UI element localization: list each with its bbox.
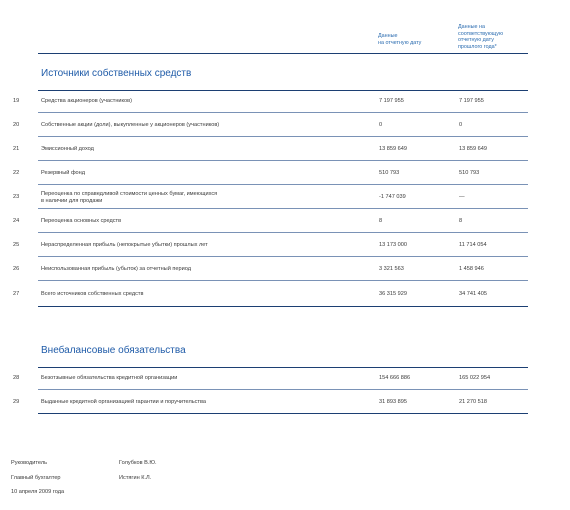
row-number: 23 [13,194,20,200]
row-number: 25 [13,242,20,248]
row-number: 19 [13,98,20,104]
row-number: 20 [13,122,20,128]
row-divider [38,306,528,307]
row-label: Безотзывные обязательства кредитной организации [41,375,178,381]
value-previous-year: 13 859 649 [459,146,487,152]
value-current: 31 893 895 [379,399,407,405]
row-label: Средства акционеров (участников) [41,98,132,104]
value-previous-year: 0 [459,122,463,128]
row-number: 29 [13,399,20,405]
value-previous-year: — [459,194,465,200]
column-header-previous-year: Данные на соответствующую отчетную дату прошлого года* [458,24,504,50]
signature-date: 10 апреля 2009 года [11,489,65,495]
section-rule [38,90,528,91]
value-current: 510 793 [379,170,400,176]
row-label: Всего источников собственных средств [41,291,144,297]
row-label: Нераспределенная прибыль (непокрытые убытки) прошлых лет [41,242,208,248]
row-divider [38,160,528,161]
value-previous-year: 8 [459,218,463,224]
value-previous-year: 11 714 054 [459,242,487,248]
section-title-equity-sources: Источники собственных средств [41,68,192,79]
row-label: Эмиссионный доход [41,146,94,152]
value-current: 7 197 955 [379,98,404,104]
row-label: Переоценка основных средств [41,218,122,224]
row-number: 27 [13,291,20,297]
value-current: 0 [379,122,383,128]
row-label: Неиспользованная прибыль (убыток) за отчетный период [41,266,192,272]
value-previous-year: 21 270 518 [459,399,487,405]
row-divider [38,413,528,414]
section-title-off-balance: Внебалансовые обязательства [41,345,186,356]
value-current: 154 666 886 [379,375,411,381]
row-number: 21 [13,146,20,152]
signature-name: Голубков В.Ю. [119,460,157,466]
value-previous-year: 34 741 405 [459,291,487,297]
row-divider [38,232,528,233]
row-divider [38,280,528,281]
row-divider [38,112,528,113]
row-divider [38,208,528,209]
value-current: 13 173 000 [379,242,407,248]
row-divider [38,184,528,185]
row-label: Выданные кредитной организацией гарантии и поручительства [41,399,207,405]
signature-role: Главный бухгалтер [11,475,61,481]
section-rule [38,367,528,368]
row-divider [38,136,528,137]
value-current: 8 [379,218,383,224]
row-number: 26 [13,266,20,272]
row-divider [38,389,528,390]
column-header-current: Данные на отчетную дату [378,33,422,46]
row-label: Переоценка по справедливой стоимости ценных бумаг, имеющихся в наличии для продажи [41,191,218,204]
value-current: 13 859 649 [379,146,407,152]
value-current: 36 315 929 [379,291,407,297]
signature-role: Руководитель [11,460,48,466]
row-divider [38,256,528,257]
value-previous-year: 1 458 946 [459,266,484,272]
signature-name: Истягин К.Л. [119,475,152,481]
header-rule [38,53,528,54]
value-previous-year: 510 793 [459,170,480,176]
value-previous-year: 7 197 955 [459,98,484,104]
row-label: Собственные акции (доли), выкупленные у акционеров (участников) [41,122,220,128]
row-number: 24 [13,218,20,224]
value-current: 3 321 563 [379,266,404,272]
value-current: -1 747 039 [379,194,406,200]
row-number: 28 [13,375,20,381]
value-previous-year: 165 022 954 [459,375,491,381]
row-label: Резервный фонд [41,170,86,176]
row-number: 22 [13,170,20,176]
